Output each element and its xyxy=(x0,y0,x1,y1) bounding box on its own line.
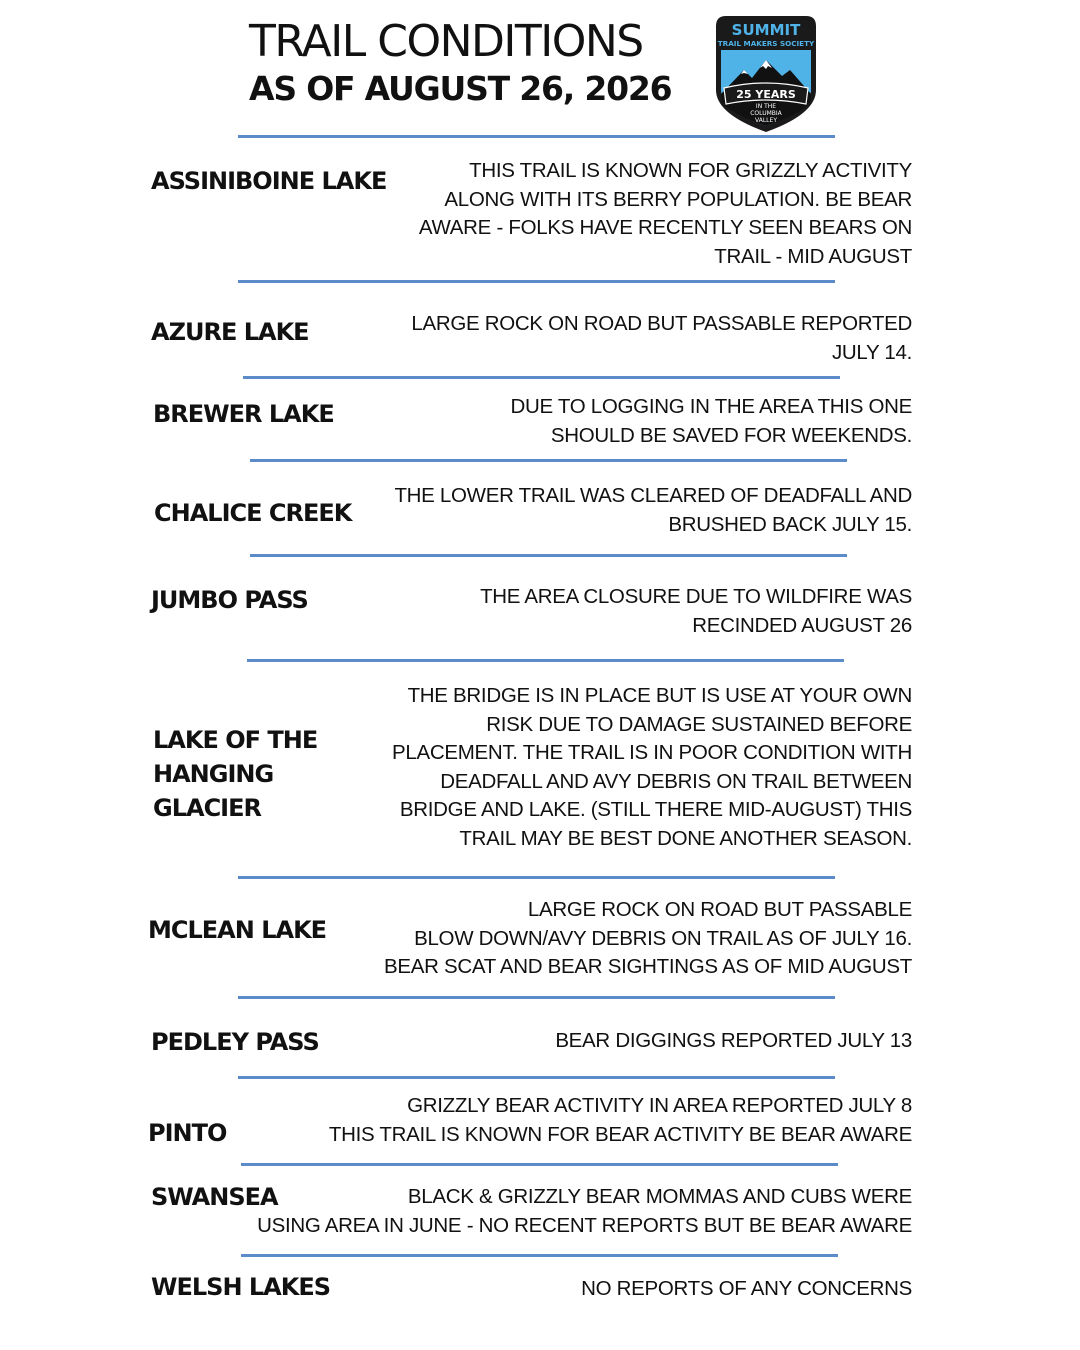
divider xyxy=(250,459,847,462)
trail-condition xyxy=(581,1275,912,1304)
condition-line: THE LOWER TRAIL WAS CLEARED OF DEADFALL AND xyxy=(394,484,912,507)
trail-name xyxy=(148,913,326,947)
trail-name-line: LAKE OF THE xyxy=(153,726,318,754)
divider xyxy=(241,1163,838,1166)
trail-name xyxy=(148,1116,226,1150)
divider xyxy=(238,876,835,879)
condition-line: AWARE - FOLKS HAVE RECENTLY SEEN BEARS ON xyxy=(418,216,912,239)
page-title: TRAIL CONDITIONS xyxy=(249,16,643,67)
condition-line: BLACK & GRIZZLY BEAR MOMMAS AND CUBS WERE xyxy=(407,1185,912,1208)
divider xyxy=(243,376,840,379)
condition-line: THE AREA CLOSURE DUE TO WILDFIRE WAS xyxy=(480,585,912,608)
trail-name-line: ASSINIBOINE LAKE xyxy=(151,167,387,195)
trail-name-line: PEDLEY PASS xyxy=(151,1028,319,1056)
trail-name xyxy=(151,1270,330,1304)
condition-line: RECINDED AUGUST 26 xyxy=(692,613,912,637)
condition-line: BRUSHED BACK JULY 15. xyxy=(668,512,912,536)
divider xyxy=(238,280,835,283)
divider xyxy=(250,554,847,557)
trail-condition xyxy=(384,896,912,982)
condition-line: THE BRIDGE IS IN PLACE BUT IS USE AT YOUR OWN xyxy=(407,684,912,707)
condition-line: BLOW DOWN/AVY DEBRIS ON TRAIL AS OF JULY 16. xyxy=(414,926,912,950)
logo-line1: SUMMIT xyxy=(731,21,801,39)
divider xyxy=(238,135,835,138)
trail-condition xyxy=(257,1183,912,1240)
condition-line: JULY 14. xyxy=(831,340,912,364)
divider xyxy=(238,996,835,999)
condition-line: RISK DUE TO DAMAGE SUSTAINED BEFORE xyxy=(486,712,912,736)
condition-line: LARGE ROCK ON ROAD BUT PASSABLE xyxy=(527,898,912,921)
condition-line: LARGE ROCK ON ROAD BUT PASSABLE REPORTED xyxy=(411,312,912,335)
trail-name xyxy=(154,496,351,530)
condition-line: DEADFALL AND AVY DEBRIS ON TRAIL BETWEEN xyxy=(440,769,912,793)
logo-line4: IN THE xyxy=(755,103,777,110)
condition-line: TRAIL MAY BE BEST DONE ANOTHER SEASON. xyxy=(459,826,912,850)
page-subtitle: AS OF AUGUST 26, 2026 xyxy=(249,69,672,108)
condition-line: THIS TRAIL IS KNOWN FOR BEAR ACTIVITY BE BEAR AWARE xyxy=(328,1122,912,1146)
condition-line: DUE TO LOGGING IN THE AREA THIS ONE xyxy=(510,395,912,418)
trail-name-line: WELSH LAKES xyxy=(151,1273,331,1301)
trail-name xyxy=(151,583,308,617)
trail-name xyxy=(151,315,309,349)
trail-name-line: HANGING xyxy=(153,760,274,788)
trail-condition xyxy=(411,310,912,367)
trail-name-line: CHALICE CREEK xyxy=(154,499,352,527)
trail-condition xyxy=(555,1027,912,1056)
trail-name xyxy=(151,164,386,198)
divider xyxy=(238,1076,835,1079)
trail-name-line: BREWER LAKE xyxy=(153,400,334,428)
condition-line: ALONG WITH ITS BERRY POPULATION. BE BEAR xyxy=(444,187,912,211)
trail-condition xyxy=(392,682,912,853)
trail-condition xyxy=(329,1092,912,1149)
divider xyxy=(247,659,844,662)
trail-name-line: AZURE LAKE xyxy=(151,318,309,346)
condition-line: NO REPORTS OF ANY CONCERNS xyxy=(581,1277,912,1300)
logo-line2: TRAIL MAKERS SOCIETY xyxy=(717,39,815,48)
condition-line: TRAIL - MID AUGUST xyxy=(714,244,912,268)
logo-line5: COLUMBIA xyxy=(750,110,782,117)
trail-name-line: GLACIER xyxy=(153,794,261,822)
condition-line: PLACEMENT. THE TRAIL IS IN POOR CONDITION WITH xyxy=(391,741,912,764)
logo-line6: VALLEY xyxy=(755,117,777,124)
trail-condition xyxy=(480,583,912,640)
summit-trail-makers-logo xyxy=(710,14,822,134)
condition-line: GRIZZLY BEAR ACTIVITY IN AREA REPORTED JULY 8 xyxy=(407,1094,912,1117)
condition-line: BRIDGE AND LAKE. (STILL THERE MID-AUGUST) THIS xyxy=(399,798,912,821)
trail-name xyxy=(153,397,334,431)
condition-line: BEAR DIGGINGS REPORTED JULY 13 xyxy=(555,1029,912,1052)
logo-line3: 25 YEARS xyxy=(736,88,796,101)
condition-line: BEAR SCAT AND BEAR SIGHTINGS AS OF MID AUGUST xyxy=(384,955,912,978)
trail-condition xyxy=(419,157,912,271)
trail-condition xyxy=(394,482,912,539)
trail-name-line: JUMBO PASS xyxy=(151,586,308,614)
trail-name-line: PINTO xyxy=(148,1119,227,1147)
trail-name xyxy=(153,723,317,825)
divider xyxy=(241,1254,838,1257)
trail-name-line: MCLEAN LAKE xyxy=(148,916,327,944)
condition-line: USING AREA IN JUNE - NO RECENT REPORTS BUT BE BEAR AWARE xyxy=(257,1213,912,1237)
trail-name-line: SWANSEA xyxy=(151,1183,278,1211)
condition-line: THIS TRAIL IS KNOWN FOR GRIZZLY ACTIVITY xyxy=(469,159,912,182)
trail-condition xyxy=(510,393,912,450)
condition-line: SHOULD BE SAVED FOR WEEKENDS. xyxy=(550,423,912,447)
trail-name xyxy=(151,1025,319,1059)
